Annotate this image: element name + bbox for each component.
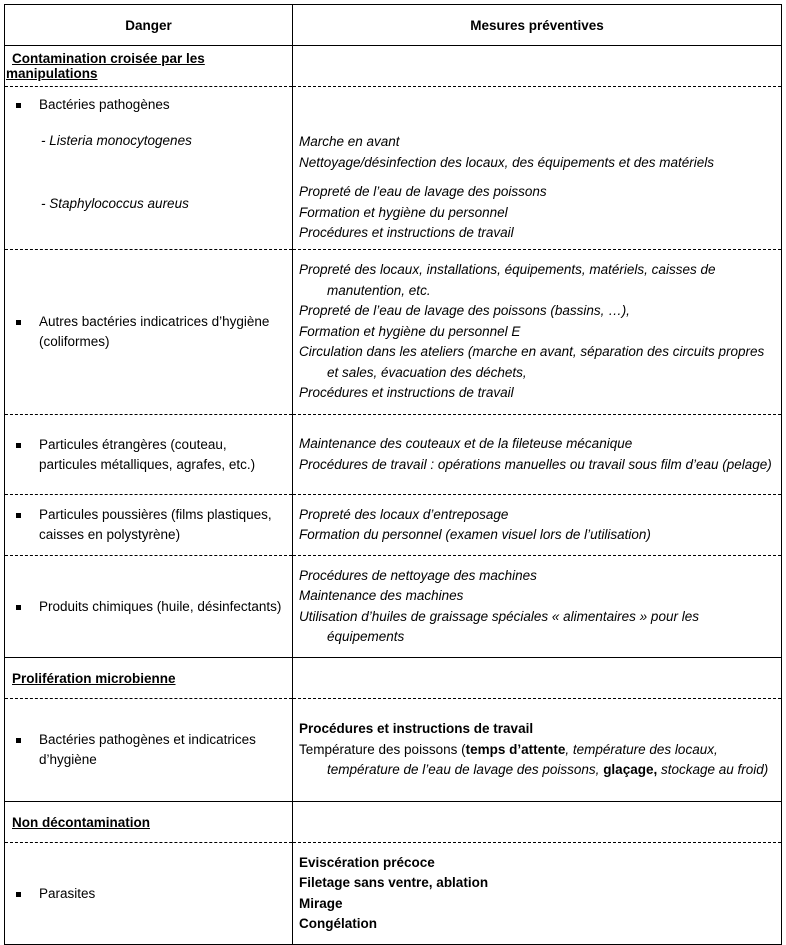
section-title-cell — [5, 46, 293, 87]
section-row — [5, 658, 782, 699]
table-row — [5, 843, 782, 945]
mesure-item: Congélation — [299, 916, 377, 931]
section-title-cell — [5, 802, 293, 843]
mesure-item: Maintenance des couteaux et de la fileteuse mécanique — [299, 436, 633, 451]
table-row — [5, 250, 782, 415]
mesure-item: Propreté des locaux, installations, équipements, matériels, caisses de manutention, etc. — [299, 262, 716, 298]
danger-cell — [5, 87, 293, 250]
mesure-item: Procédures et instructions de travail — [299, 225, 514, 240]
danger-cell — [5, 495, 293, 556]
mesure-item: Eviscération précoce — [299, 854, 435, 870]
mesure-item: Procédures de nettoyage des machines — [299, 567, 537, 583]
mesures-cell — [293, 843, 782, 945]
mesures-cell — [293, 699, 782, 802]
mesure-item: Marche en avant — [299, 134, 400, 149]
danger-subitem: - Staphylococcus aureus — [41, 196, 189, 211]
table-row — [5, 556, 782, 658]
danger-text: Autres bactéries indicatrices d’hygiène (coliformes) — [13, 312, 286, 352]
mesure-item: Filetage sans ventre, ablation — [299, 875, 489, 890]
mesure-item: Formation du personnel (examen visuel lors de l’utilisation) — [299, 527, 651, 542]
mesure-item: Procédures et instructions de travail — [299, 721, 534, 737]
mesures-cell — [293, 250, 782, 415]
table-row — [5, 495, 782, 556]
section-title: Contamination croisée par les manipulations — [6, 51, 205, 81]
header-mesures: Mesures préventives — [293, 5, 782, 46]
preventive-measures-table — [4, 4, 782, 945]
mesure-item: Propreté des locaux d’entreposage — [299, 506, 509, 522]
mesure-item: Propreté de l’eau de lavage des poissons — [299, 184, 547, 199]
danger-text: Bactéries pathogènes — [13, 95, 286, 115]
mesure-item: Propreté de l’eau de lavage des poissons (bassins, …), — [299, 303, 630, 319]
mesure-item: Formation et hygiène du personnel E — [299, 323, 521, 339]
danger-cell — [5, 843, 293, 945]
danger-subitem: - Listeria monocytogenes — [41, 133, 192, 148]
section-title: Prolifération microbienne — [12, 670, 176, 686]
section-row — [5, 802, 782, 843]
danger-text: Particules poussières (films plastiques, caisses en polystyrène) — [13, 505, 286, 545]
mesures-cell — [293, 415, 782, 495]
section-title-cell — [5, 658, 293, 699]
mesure-item: Maintenance des machines — [299, 588, 464, 603]
danger-cell — [5, 556, 293, 658]
table-row — [5, 87, 782, 250]
section-title: Non décontamination — [12, 814, 150, 830]
danger-text: Bactéries pathogènes et indicatrices d’hygiène — [13, 730, 286, 770]
mesure-item: Procédures et instructions de travail — [299, 385, 514, 401]
danger-text: Particules étrangères (couteau, particules métalliques, agrafes, etc.) — [13, 435, 286, 475]
table-row — [5, 415, 782, 495]
header-row — [5, 5, 782, 46]
danger-text: Parasites — [13, 884, 286, 904]
mesures-cell — [293, 556, 782, 658]
danger-text: Produits chimiques (huile, désinfectants) — [13, 597, 286, 617]
mesure-item: Température des poissons (temps d’attente, température des locaux, température de l’eau de lavage des poissons, glaçage, stockage au froid) — [299, 741, 769, 778]
mesure-item: Formation et hygiène du personnel — [299, 204, 508, 220]
table-row — [5, 699, 782, 802]
header-danger: Danger — [5, 5, 293, 46]
mesure-item: Procédures de travail : opérations manuelles ou travail sous film d’eau (pelage) — [299, 456, 772, 472]
mesures-cell — [293, 87, 782, 250]
section-row — [5, 46, 782, 87]
mesure-item: Utilisation d’huiles de graissage spéciales « alimentaires » pour les équipements — [299, 608, 699, 644]
mesure-item: Nettoyage/désinfection des locaux, des équipements et des matériels — [299, 154, 714, 170]
mesure-item: Mirage — [299, 895, 343, 911]
danger-cell — [5, 250, 293, 415]
danger-cell — [5, 699, 293, 802]
mesures-cell — [293, 495, 782, 556]
mesure-item: Circulation dans les ateliers (marche en avant, séparation des circuits propres et sales, évacuation des déchets, — [299, 344, 765, 380]
danger-cell — [5, 415, 293, 495]
